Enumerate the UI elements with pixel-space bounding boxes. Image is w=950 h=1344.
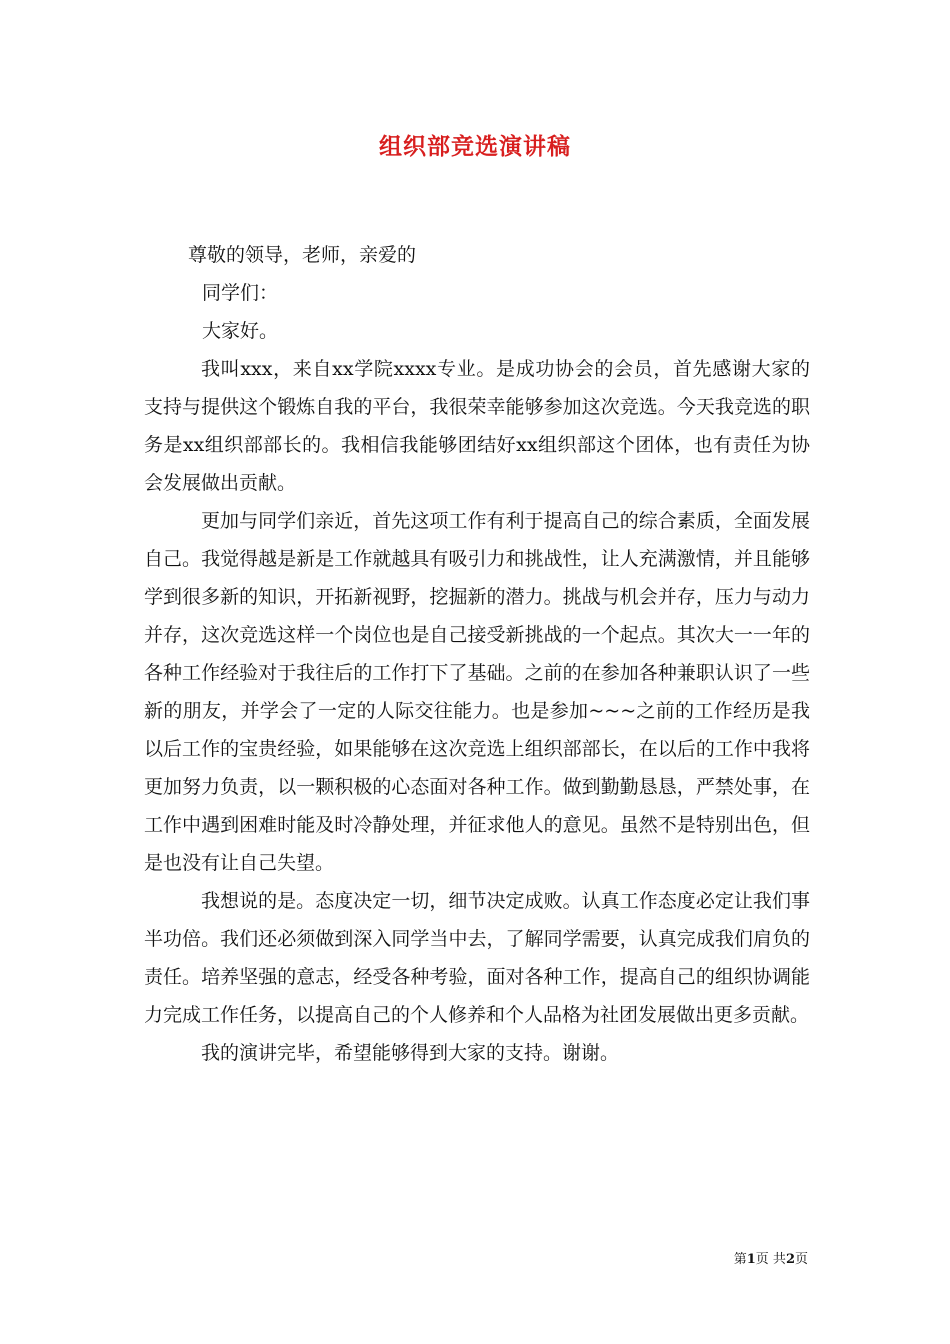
current-page-number: 1 (746, 1252, 756, 1267)
total-pages-number: 2 (785, 1252, 795, 1267)
salutation-line-1: 尊敬的领导，老师，亲爱的 (188, 244, 417, 266)
paragraph-4: 我的演讲完毕，希望能够得到大家的支持。谢谢。 (201, 1042, 620, 1064)
paragraph-1: 我叫xxx，来自xx学院xxxx专业。是成功协会的会员，首先感谢大家的支持与提供这个锻炼自我的平台，我很荣幸能够参加这次竞选。今天我竞选的职务是xx组织部部长的。我相信我能够团结好xx组织部这个团体，也有责任为协会发展做出贡献。 (144, 358, 810, 494)
greeting: 大家好。 (202, 320, 279, 342)
document-title: 组织部竞选演讲稿 (379, 133, 571, 160)
paragraph-3: 我想说的是。态度决定一切，细节决定成败。认真工作态度必定让我们事半功倍。我们还必须做到深入同学当中去，了解同学需要，认真完成我们肩负的责任。培养坚强的意志，经受各种考验，面对各种工作，提高自己的组织协调能力完成工作任务，以提高自己的个人修养和个人品格为社团发展做出更多贡献。 (144, 890, 810, 1026)
document-body (144, 236, 810, 1072)
paragraph-2: 更加与同学们亲近，首先这项工作有利于提高自己的综合素质，全面发展自己。我觉得越是新是工作就越具有吸引力和挑战性，让人充满激情，并且能够学到很多新的知识，开拓新视野，挖掘新的潜力。挑战与机会并存，压力与动力并存，这次竞选这样一个岗位也是自己接受新挑战的一个起点。其次大一一年的各种工作经验对于我往后的工作打下了基础。之前的在参加各种兼职认识了一些新的朋友，并学会了一定的人际交往能力。也是参加~~~之前的工作经历是我以后工作的宝贵经验，如果能够在这次竞选上组织部部长，在以后的工作中我将更加努力负责，以一颗积极的心态面对各种工作。做到勤勤恳恳，严禁处事，在工作中遇到困难时能及时冷静处理，并征求他人的意见。虽然不是特别出色，但是也没有让自己失望。 (144, 510, 810, 874)
page-number-footer (700, 1248, 808, 1267)
salutation-line-2: 同学们： (202, 282, 279, 304)
footer-middle: 页 共 (755, 1252, 786, 1267)
footer-suffix: 页 (794, 1252, 808, 1267)
footer-prefix: 第 (733, 1252, 747, 1267)
